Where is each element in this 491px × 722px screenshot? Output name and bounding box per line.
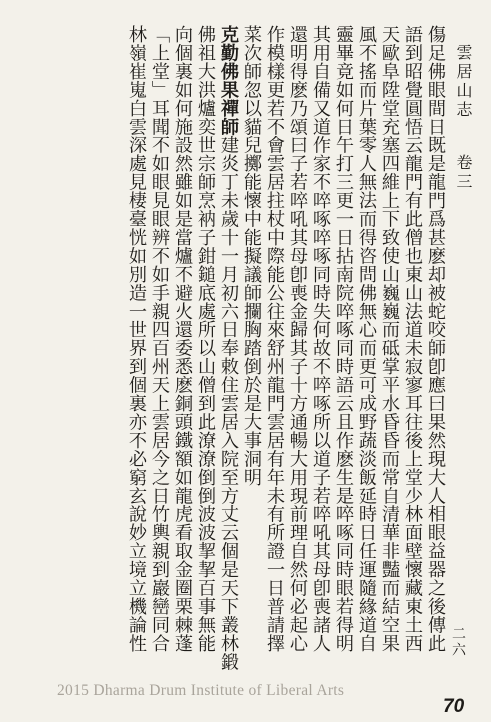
text-column-9: 菜次師忽以貓兒擲能懷中能擬議師攔胸踏倒於是大事洞明 — [241, 25, 262, 487]
text-column-6: 其用自備又道作家不啐啄啐啄同時失何故不啐啄所以道子若啐吼其母卽喪諸人 — [310, 25, 331, 653]
page-number: 70 — [443, 696, 465, 717]
text-column-7: 還明得麽乃頌曰子若啐吼其母卽喪金歸其子十方通暢大用現前理自然何必起心 — [287, 25, 308, 653]
text-column-2: 語到昭覺圓悟云龍門有此僧也東山法道未寂寥耳往後上堂少林面壁懷藏東土西 — [402, 25, 423, 653]
watermark: 2015 Dharma Drum Institute of Liberal Arts — [57, 682, 345, 699]
master-name-heading: 克勤佛果禪師 — [218, 25, 239, 136]
running-header — [454, 44, 472, 192]
text-column-11: 佛祖大洪爐奕世宗師烹衲子鉗鎚底處所以山僧到此潦潦倒倒波波挈挈百事無能 — [195, 25, 216, 653]
text-column-5: 靈畢竟如何日午打三更一日拈南院啐啄同時語云且作麽生是啐啄同時眼若得明 — [333, 25, 354, 653]
text-column-3: 天歐阜陞堂充塞四維上下致使山巍巍而砥掌平水昏昏而常自清華非豔而結空果 — [379, 25, 400, 653]
text-column-10-rest: 建炎丁未歲十一月初六日奉敕住雲居入院至方丈云個是天下叢林鍛 — [218, 135, 239, 671]
volume-label: 卷三 — [454, 154, 473, 192]
text-column-13: 「上堂」耳聞不如眼見眼辨不如手親四百州天上雲居今之日竹輿親到巖巒同合 — [149, 25, 170, 653]
text-column-4: 風不搖而片葉零人無法而得咨問佛無心而更可成野蔬淡飯延時日任運隨緣道自 — [356, 25, 377, 653]
text-column-12: 向個裏如何施設然雖如是當爐不避火還委悉麽銅頭鐵額如龍虎看取金圈栗棘蓬 — [172, 25, 193, 653]
main-text-block — [17, 25, 447, 685]
text-column-10 — [217, 25, 240, 685]
book-title: 雲居山志 — [454, 44, 473, 120]
text-column-14: 林嶺崔嵬白雲深處見棲臺恍如別造一世界到個裏亦不必窮玄說妙立境立機論性 — [126, 25, 147, 653]
text-column-1: 傷足佛眼間日既是龍門爲甚麽却被蛇咬師卽應曰果然現大人相眼益器之後傳此 — [425, 25, 446, 653]
folio-number: 二六 — [450, 626, 466, 658]
text-column-8: 作模樣更若不會雲居拄杖中際能公往來舒州龍門雲居有年未有所證一日普請擇 — [264, 25, 285, 653]
